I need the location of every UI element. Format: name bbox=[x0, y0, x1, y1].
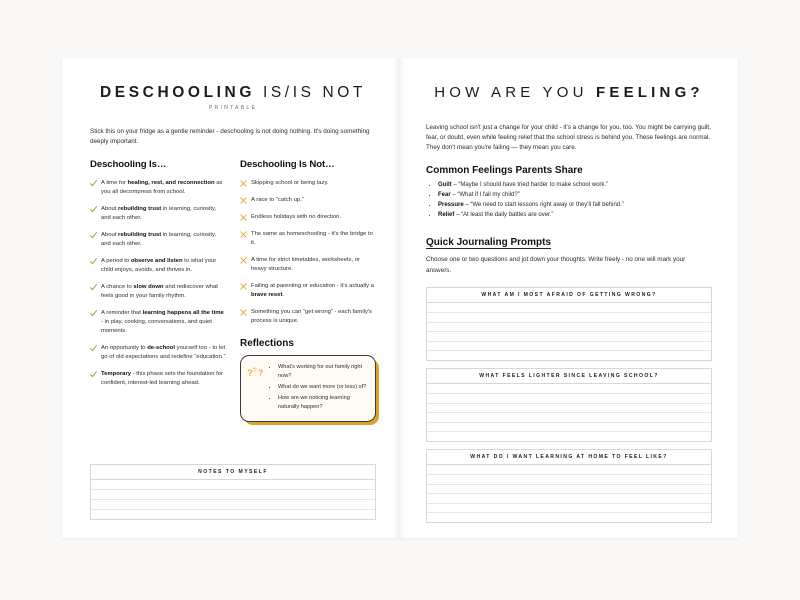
prompt-line[interactable] bbox=[427, 494, 711, 504]
right-page-title bbox=[426, 84, 712, 101]
note-line[interactable] bbox=[91, 490, 375, 500]
list-item-text: Failing at parenting or education - it's actually a brave reset. bbox=[251, 283, 374, 299]
cross-icon bbox=[240, 230, 247, 248]
journaling-prompt-boxes bbox=[426, 287, 712, 523]
list-item bbox=[90, 205, 226, 223]
journaling-prompt-title: WHAT FEELS LIGHTER SINCE LEAVING SCHOOL? bbox=[427, 369, 711, 385]
left-page-subtitle: PRINTABLE bbox=[208, 105, 258, 111]
check-icon bbox=[90, 370, 97, 388]
list-item bbox=[240, 213, 376, 222]
cross-icon bbox=[240, 256, 247, 274]
cross-icon bbox=[240, 308, 247, 326]
right-page-title-main: HOW ARE YOU bbox=[434, 84, 588, 101]
cross-icon bbox=[240, 213, 247, 222]
is-list bbox=[90, 179, 226, 387]
prompt-line[interactable] bbox=[427, 485, 711, 495]
right-page-title-rest: FEELING? bbox=[596, 84, 704, 101]
note-line[interactable] bbox=[91, 480, 375, 490]
list-item-text: An opportunity to de-school yourself too - to let go of old expectations and redefine “education.” bbox=[101, 344, 226, 360]
list-item-text: Something you can “get wrong” - each family's process is unique. bbox=[251, 309, 372, 325]
list-item-text: About rebuilding trust in learning, curiosity, and each other. bbox=[101, 206, 217, 222]
prompt-line[interactable] bbox=[427, 413, 711, 423]
feeling-item: • Pressure – “We need to start lessons right away or they'll fall behind.” bbox=[438, 201, 712, 211]
prompt-line[interactable] bbox=[427, 404, 711, 414]
journaling-prompt-box[interactable] bbox=[426, 368, 712, 442]
feeling-item: • Fear – “What if I fail my child?” bbox=[438, 191, 712, 201]
is-isnot-columns bbox=[90, 159, 376, 421]
svg-text:?: ? bbox=[247, 368, 253, 380]
check-icon bbox=[90, 231, 97, 249]
reflections-heading: Reflections bbox=[240, 338, 294, 350]
prompt-line[interactable] bbox=[427, 384, 711, 394]
list-item bbox=[240, 196, 376, 205]
left-page bbox=[62, 58, 400, 538]
left-page-title-rest: IS/IS NOT bbox=[262, 84, 366, 101]
printable-spread bbox=[62, 58, 738, 538]
common-feelings-heading: Common Feelings Parents Share bbox=[426, 164, 583, 176]
list-item-text: Endless holidays with no direction. bbox=[251, 214, 342, 221]
left-page-title-main: DESCHOOLING bbox=[100, 84, 256, 101]
check-icon bbox=[90, 179, 97, 197]
journaling-prompt-title: WHAT DO I WANT LEARNING AT HOME TO FEEL LIKE? bbox=[427, 450, 711, 466]
notes-to-myself-box[interactable] bbox=[90, 464, 376, 521]
notes-to-myself-lines[interactable] bbox=[91, 480, 375, 519]
prompt-line[interactable] bbox=[427, 332, 711, 342]
feeling-item: • Relief – “At least the daily battles are over.” bbox=[438, 211, 712, 221]
journaling-prompt-title: WHAT AM I MOST AFRAID OF GETTING WRONG? bbox=[427, 288, 711, 304]
feeling-item: • Guilt – “Maybe I should have tried harder to make school work.” bbox=[438, 181, 712, 191]
is-not-list bbox=[240, 179, 376, 326]
is-column-heading: Deschooling Is… bbox=[90, 159, 167, 171]
list-item-text: A chance to slow down and rediscover what feels good in your family rhythm. bbox=[101, 284, 218, 300]
list-item bbox=[90, 257, 226, 275]
is-not-column-heading: Deschooling Is Not… bbox=[240, 159, 335, 171]
common-feelings-list bbox=[426, 181, 712, 221]
list-item-text: A period to observe and listen to what your child enjoys, avoids, and thrives in. bbox=[101, 258, 217, 274]
list-item-text: A race to “catch up.” bbox=[251, 197, 304, 204]
notes-to-myself-title: NOTES TO MYSELF bbox=[91, 465, 375, 481]
list-item-text: A time for strict timetables, worksheets, or heavy structure. bbox=[251, 257, 361, 273]
is-not-column bbox=[240, 159, 376, 421]
list-item bbox=[240, 230, 376, 248]
reflection-question: • What's working for our family right now? bbox=[278, 363, 367, 380]
cross-icon bbox=[240, 196, 247, 205]
is-column bbox=[90, 159, 226, 421]
right-page-intro: Leaving school isn't just a change for your child - it's a change for you, too. You might be carrying guilt, fear, or doubt, even while feeling relief that the school stress is behind you. These feelings are normal. They don't mean you're failing — they mean you care. bbox=[426, 124, 711, 152]
reflections-card bbox=[240, 355, 376, 422]
list-item bbox=[240, 256, 376, 274]
list-item-text: A time for healing, rest, and reconnection as you all decompress from school. bbox=[101, 180, 223, 196]
prompt-line[interactable] bbox=[427, 313, 711, 323]
reflections-card-body bbox=[240, 355, 376, 422]
prompt-line[interactable] bbox=[427, 513, 711, 522]
question-marks-icon bbox=[247, 363, 267, 387]
list-item bbox=[240, 179, 376, 188]
journaling-prompt-box[interactable] bbox=[426, 287, 712, 361]
reflections-question-list bbox=[270, 363, 367, 414]
list-item bbox=[240, 282, 376, 300]
cross-icon bbox=[240, 179, 247, 188]
left-page-title bbox=[90, 84, 376, 102]
journaling-prompts-intro: Choose one or two questions and jot down your thoughts. Write freely - no one will mark your answers. bbox=[426, 256, 686, 274]
left-page-intro: Stick this on your fridge as a gentle reminder - deschooling is not doing nothing. It's doing something deeply important. bbox=[90, 128, 370, 146]
prompt-line[interactable] bbox=[427, 465, 711, 475]
prompt-line[interactable] bbox=[427, 342, 711, 352]
list-item bbox=[240, 308, 376, 326]
prompt-line[interactable] bbox=[427, 351, 711, 360]
prompt-line[interactable] bbox=[427, 504, 711, 514]
prompt-line[interactable] bbox=[427, 394, 711, 404]
check-icon bbox=[90, 309, 97, 336]
svg-text:?: ? bbox=[252, 365, 258, 375]
list-item-text: Temporary - this phase sets the foundation for confident, interest-led learning ahead. bbox=[101, 370, 224, 386]
list-item-text: The same as homeschooling - it's the bridge to it. bbox=[251, 231, 373, 247]
list-item bbox=[90, 231, 226, 249]
journaling-prompt-box[interactable] bbox=[426, 449, 712, 523]
check-icon bbox=[90, 205, 97, 223]
list-item bbox=[90, 283, 226, 301]
note-line[interactable] bbox=[91, 510, 375, 519]
list-item-text: About rebuilding trust in learning, curiosity, and each other. bbox=[101, 232, 217, 248]
journaling-prompts-heading: Quick Journaling Prompts bbox=[426, 236, 552, 248]
list-item-text: Skipping school or being lazy. bbox=[251, 180, 329, 187]
prompt-line[interactable] bbox=[427, 303, 711, 313]
list-item bbox=[90, 179, 226, 197]
list-item-text: A reminder that learning happens all the time - in play, cooking, conversations, and quiet moments. bbox=[101, 310, 224, 334]
check-icon bbox=[90, 257, 97, 275]
list-item bbox=[90, 344, 226, 362]
note-line[interactable] bbox=[91, 500, 375, 510]
right-page bbox=[400, 58, 738, 538]
svg-text:?: ? bbox=[258, 367, 264, 378]
reflection-question: • How are we noticing learning naturally happen? bbox=[278, 394, 367, 411]
check-icon bbox=[90, 344, 97, 362]
reflection-question: • What do we want more (or less) of? bbox=[278, 383, 367, 392]
cross-icon bbox=[240, 282, 247, 300]
prompt-line[interactable] bbox=[427, 323, 711, 333]
list-item bbox=[90, 370, 226, 388]
prompt-line[interactable] bbox=[427, 432, 711, 441]
prompt-line[interactable] bbox=[427, 423, 711, 433]
list-item bbox=[90, 309, 226, 336]
prompt-line[interactable] bbox=[427, 475, 711, 485]
check-icon bbox=[90, 283, 97, 301]
